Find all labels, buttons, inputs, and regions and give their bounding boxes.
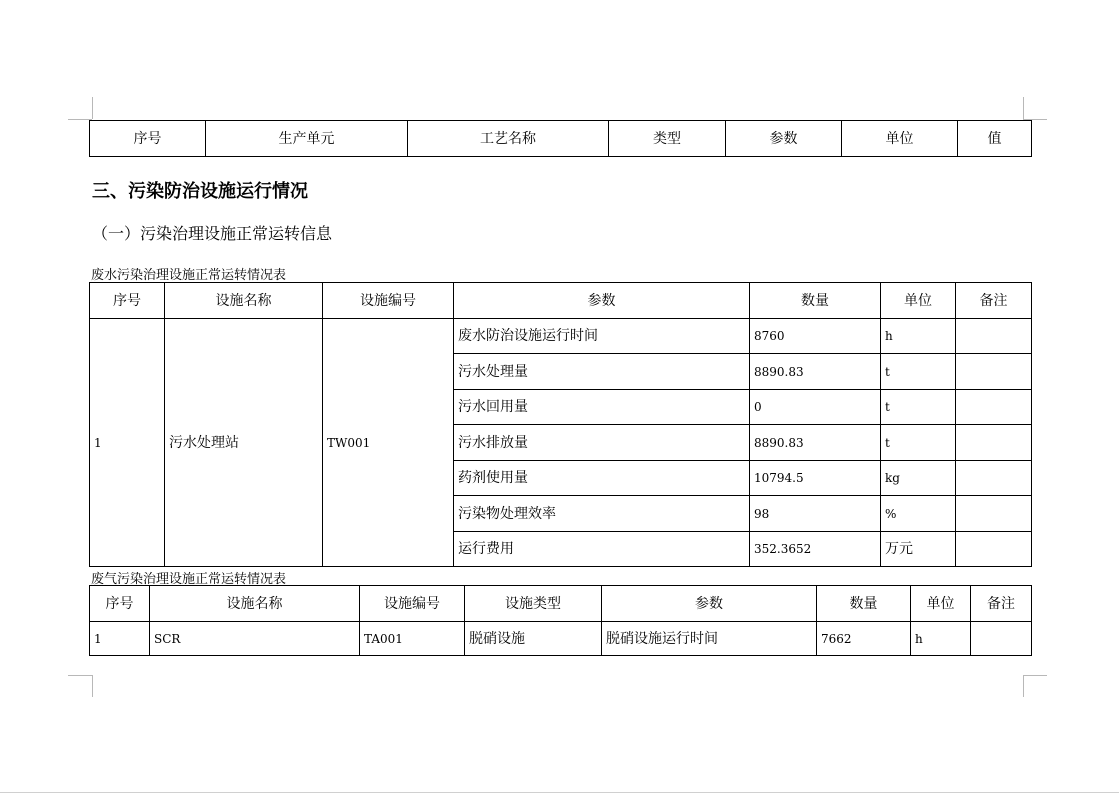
header-cell: 值 xyxy=(958,121,1032,157)
facility-index-cell: 1 xyxy=(90,622,150,656)
table-row xyxy=(90,319,1032,354)
header-cell: 设施名称 xyxy=(150,586,360,622)
param-cell: 污水排放量 xyxy=(454,425,750,461)
param-cell: 污染物处理效率 xyxy=(454,496,750,532)
header-cell: 设施名称 xyxy=(165,283,323,319)
unit-cell: kg xyxy=(881,461,956,496)
crop-mark xyxy=(92,675,93,697)
header-cell: 数量 xyxy=(817,586,911,622)
subsection-title: （一）污染治理设施正常运转信息 xyxy=(92,224,333,243)
page-bottom-edge xyxy=(0,792,1119,793)
qty-cell: 352.3652 xyxy=(750,532,881,567)
param-cell: 污水回用量 xyxy=(454,390,750,425)
qty-cell: 98 xyxy=(750,496,881,532)
unit-cell: % xyxy=(881,496,956,532)
qty-cell: 10794.5 xyxy=(750,461,881,496)
waste-gas-table xyxy=(89,585,1032,656)
qty-cell: 8760 xyxy=(750,319,881,354)
qty-cell: 8890.83 xyxy=(750,354,881,390)
table-header-row xyxy=(90,283,1032,319)
waste-gas-table-caption: 废气污染治理设施正常运转情况表 xyxy=(91,572,287,587)
qty-cell: 7662 xyxy=(817,622,911,656)
crop-mark xyxy=(92,97,93,119)
header-cell: 设施编号 xyxy=(360,586,465,622)
unit-cell: t xyxy=(881,390,956,425)
param-cell: 药剂使用量 xyxy=(454,461,750,496)
crop-mark xyxy=(1023,675,1024,697)
table-row xyxy=(90,622,1032,656)
header-cell: 备注 xyxy=(971,586,1032,622)
facility-index-cell: 1 xyxy=(90,319,165,567)
header-cell: 数量 xyxy=(750,283,881,319)
header-cell: 设施编号 xyxy=(323,283,454,319)
remark-cell xyxy=(956,532,1032,567)
remark-cell xyxy=(956,390,1032,425)
header-cell: 设施类型 xyxy=(465,586,602,622)
qty-cell: 0 xyxy=(750,390,881,425)
remark-cell xyxy=(956,425,1032,461)
facility-name-cell: 污水处理站 xyxy=(165,319,323,567)
header-cell: 类型 xyxy=(609,121,726,157)
unit-cell: h xyxy=(911,622,971,656)
unit-cell: t xyxy=(881,425,956,461)
header-cell: 序号 xyxy=(90,283,165,319)
wastewater-table xyxy=(89,282,1032,567)
param-cell: 废水防治设施运行时间 xyxy=(454,319,750,354)
table-header-row xyxy=(90,586,1032,622)
header-cell: 序号 xyxy=(90,121,206,157)
header-cell: 参数 xyxy=(602,586,817,622)
remark-cell xyxy=(956,496,1032,532)
crop-mark xyxy=(68,675,92,676)
remark-cell xyxy=(956,461,1032,496)
qty-cell: 8890.83 xyxy=(750,425,881,461)
table-header-row xyxy=(90,121,1032,157)
header-cell: 单位 xyxy=(881,283,956,319)
crop-mark xyxy=(1023,675,1047,676)
facility-code-cell: TA001 xyxy=(360,622,465,656)
param-cell: 污水处理量 xyxy=(454,354,750,390)
facility-name-cell: SCR xyxy=(150,622,360,656)
remark-cell xyxy=(956,319,1032,354)
header-cell: 参数 xyxy=(726,121,842,157)
unit-cell: h xyxy=(881,319,956,354)
header-cell: 参数 xyxy=(454,283,750,319)
unit-cell: 万元 xyxy=(881,532,956,567)
header-cell: 单位 xyxy=(842,121,958,157)
header-cell: 备注 xyxy=(956,283,1032,319)
section-title: 三、污染防治设施运行情况 xyxy=(92,181,308,202)
header-cell: 单位 xyxy=(911,586,971,622)
facility-code-cell: TW001 xyxy=(323,319,454,567)
param-cell: 运行费用 xyxy=(454,532,750,567)
param-cell: 脱硝设施运行时间 xyxy=(602,622,817,656)
remark-cell xyxy=(971,622,1032,656)
wastewater-table-caption: 废水污染治理设施正常运转情况表 xyxy=(91,268,287,283)
header-cell: 序号 xyxy=(90,586,150,622)
unit-cell: t xyxy=(881,354,956,390)
crop-mark xyxy=(1023,97,1024,119)
remark-cell xyxy=(956,354,1032,390)
facility-type-cell: 脱硝设施 xyxy=(465,622,602,656)
process-params-table xyxy=(89,120,1032,157)
header-cell: 生产单元 xyxy=(206,121,408,157)
header-cell: 工艺名称 xyxy=(408,121,609,157)
